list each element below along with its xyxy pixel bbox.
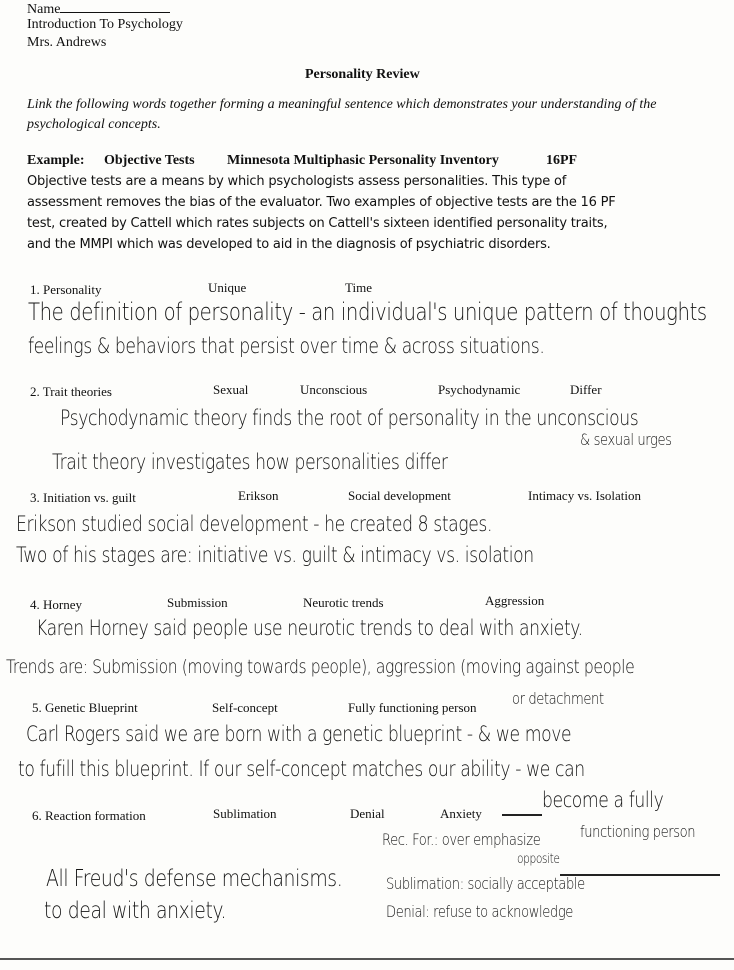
item-term: 3. Initiation vs. guilt [30,490,136,505]
handwritten-answer: become a fully [542,788,664,812]
handwritten-answer: The definition of personality - an individual's unique pattern of thoughts [28,298,707,326]
handwritten-answer: Trait theory investigates how personalities differ [52,450,448,474]
handwritten-answer: Two of his stages are: initiative vs. guilt & intimacy vs. isolation [16,543,534,567]
item-term: 5. Genetic Blueprint [32,700,138,715]
item-term: Erikson [238,488,279,503]
handwritten-answer: to deal with anxiety. [44,898,227,924]
handwritten-answer: Denial: refuse to acknowledge [386,902,573,921]
example-text-line: test, created by Cattell which rates subjects on Cattell's sixteen identified personality traits, [27,216,608,231]
instructions: Link the following words together forming a meaningful sentence which demonstrates your understanding of the psychological concepts. [27,97,657,132]
handwritten-answer: & sexual urges [580,430,672,449]
item-term: Self-concept [212,700,278,715]
handwritten-answer: Sublimation: socially acceptable [386,874,585,893]
item-term: 4. Horney [30,597,82,612]
handwritten-answer: Trends are: Submission (moving towards people), aggression (moving against people [6,656,635,678]
handwritten-answer: Karen Horney said people use neurotic trends to deal with anxiety. [36,616,583,640]
handwritten-answer: to fufill this blueprint. If our self-concept matches our ability - we can [18,757,585,781]
course-name: Introduction To Psychology [27,17,183,32]
item-term: Denial [350,806,385,821]
item-term: Unconscious [300,382,368,397]
handwritten-answer: All Freud's defense mechanisms. [46,866,343,892]
item-term: 1. Personality [30,282,102,297]
handwritten-answer: functioning person [580,822,696,841]
example-term: 16PF [546,153,578,168]
item-term: 6. Reaction formation [32,808,146,823]
example-term: Minnesota Multiphasic Personality Inventory [227,153,499,168]
page-title: Personality Review [305,67,420,82]
handwritten-answer: or detachment [512,689,604,708]
item-term: Sublimation [213,806,277,821]
item-term: Time [345,280,372,295]
item-term: Neurotic trends [303,595,384,610]
connector-line [502,814,542,816]
name-blank[interactable] [60,0,170,13]
example-term: Objective Tests [104,153,195,168]
item-term: Social development [348,488,451,503]
item-term: Psychodynamic [438,382,521,397]
handwritten-answer: Erikson studied social development - he created 8 stages. [16,512,493,536]
example-text-line: and the MMPI which was developed to aid in the diagnosis of psychiatric disorders. [27,237,551,252]
example-text-line: Objective tests are a means by which psychologists assess personalities. This type of [27,174,567,189]
name-label: Name [27,2,61,17]
item-term: Aggression [485,593,545,608]
teacher-name: Mrs. Andrews [27,35,107,50]
item-term: Unique [208,280,247,295]
example-text-line: assessment removes the bias of the evaluator. Two examples of objective tests are the 16 PF [27,195,616,210]
item-term: Intimacy vs. Isolation [528,488,642,503]
item-term: Submission [167,595,228,610]
item-term: 2. Trait theories [30,384,112,399]
item-term: Sexual [213,382,249,397]
page-bottom-edge [0,958,734,960]
item-term: Fully functioning person [348,700,477,715]
handwritten-answer: Rec. For.: over emphasize [382,830,541,849]
item-term: Differ [570,382,602,397]
handwritten-answer: opposite [517,852,560,867]
example-label: Example: [27,153,85,168]
item-term: Anxiety [440,806,482,821]
name-field[interactable] [27,0,170,18]
handwritten-answer: feelings & behaviors that persist over time & across situations. [28,334,545,358]
handwritten-answer: Carl Rogers said we are born with a genetic blueprint - & we move [26,722,572,746]
handwritten-answer: Psychodynamic theory finds the root of personality in the unconscious [60,406,639,430]
